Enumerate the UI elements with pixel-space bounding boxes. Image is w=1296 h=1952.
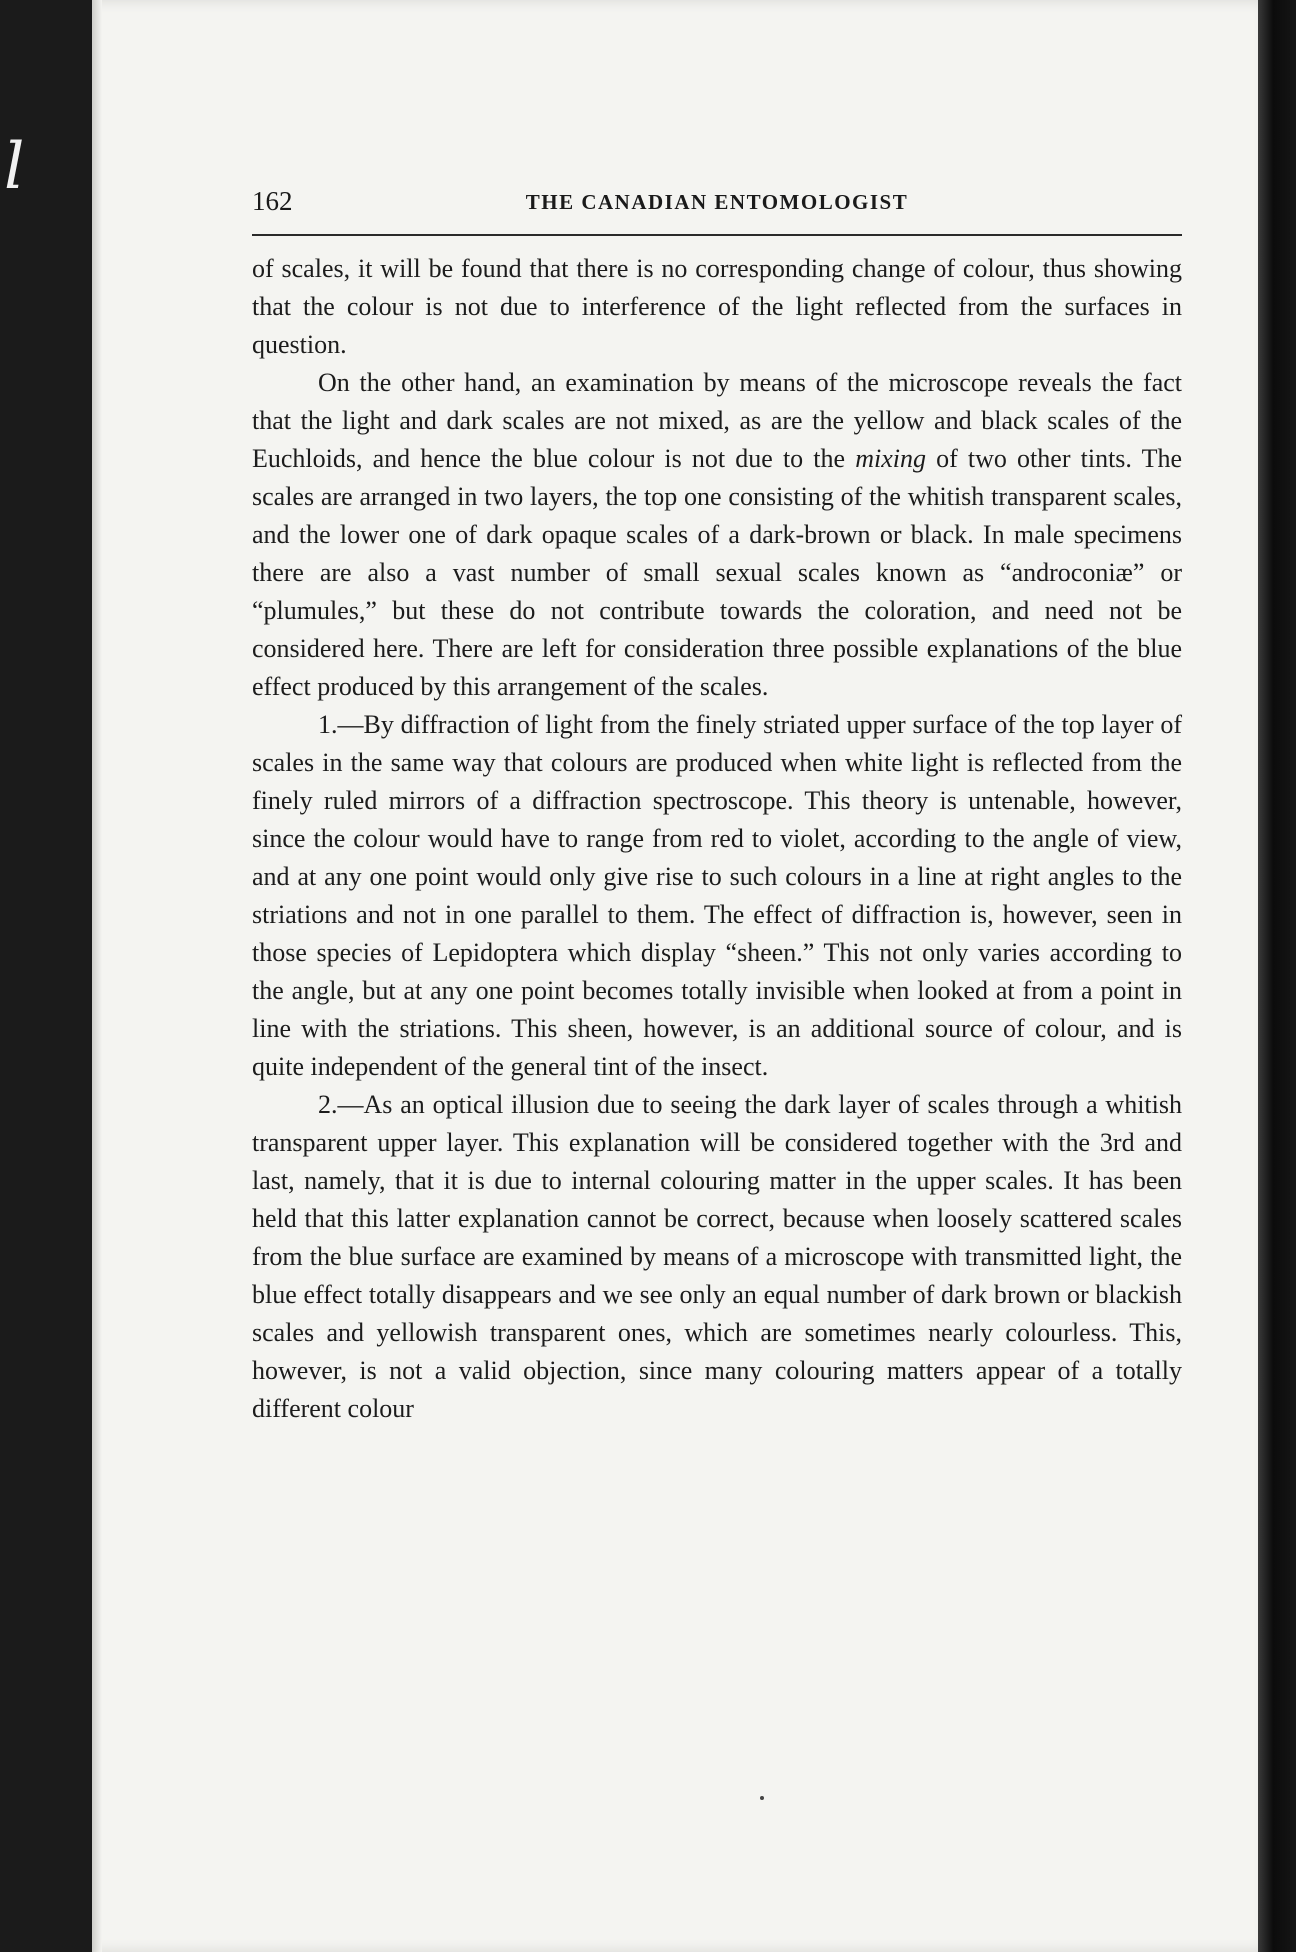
paragraph xyxy=(252,364,1182,706)
text-segment: 2.—As an optical illusion due to seeing the dark layer of scales through a whitish transparent upper layer. This explanation will be considered together with the 3rd and last, namely, that it is due to internal colouring matter in the upper scales. It has been held that this latter explanation cannot be correct, because when loosely scattered scales from the blue surface are examined by means of a microscope with transmitted light, the blue effect totally disappears and we see only an equal number of dark brown or blackish scales and yellowish transparent ones, which are sometimes nearly colourless. This, however, is not a valid objection, since many colouring matters appear of a totally different colour xyxy=(252,1090,1182,1423)
running-title: THE CANADIAN ENTOMOLOGIST xyxy=(525,190,909,214)
text-segment: of scales, it will be found that there is no corresponding change of colour, thus showing that the colour is not due to interference of the light reflected from the surfaces in question. xyxy=(252,254,1182,359)
body-text xyxy=(252,250,1182,1428)
text-segment: On the other hand, an examination by means of the microscope reveals the fact that the light and dark scales are not mixed, as are the yellow and black scales of the Euchloids, and hence the blue colour is not due to the xyxy=(252,368,1182,473)
paragraph xyxy=(252,706,1182,1086)
text-segment: 1.—By diffraction of light from the finely striated upper surface of the top layer of scales in the same way that colours are produced when white light is reflected from the finely ruled mirrors of a diffraction spectroscope. This theory is untenable, however, since the colour would have to range from red to violet, according to the angle of view, and at any one point would only give rise to such colours in a line at right angles to the striations and not in one parallel to them. The effect of diffraction is, however, seen in those species of Lepidoptera which display “sheen.” This not only varies according to the angle, but at any one point becomes totally invisible when looked at from a point in line with the striations. This sheen, however, is an additional source of colour, and is quite independent of the general tint of the insect. xyxy=(252,710,1182,1081)
italic-text: mixing xyxy=(855,444,926,473)
paragraph xyxy=(252,250,1182,364)
text-segment: of two other tints. The scales are arranged in two layers, the top one consisting of the whitish transparent scales, and the lower one of dark opaque scales of a dark-brown or black. In male specimens there are also a vast number of small sexual scales known as “androconiæ” or “plumules,” but these do not contribute towards the coloration, and need not be considered here. There are left for consideration three possible explanations of the blue effect produced by this arrangement of the scales. xyxy=(252,444,1182,701)
speck-mark xyxy=(760,1796,764,1800)
paragraph xyxy=(252,1086,1182,1428)
binding-edge xyxy=(1258,0,1296,1952)
page-edge-shadow xyxy=(92,0,102,1952)
margin-pencil-mark: l xyxy=(4,130,25,204)
header-rule xyxy=(252,234,1182,236)
page-number: 162 xyxy=(252,186,293,216)
page-header xyxy=(252,184,1182,224)
